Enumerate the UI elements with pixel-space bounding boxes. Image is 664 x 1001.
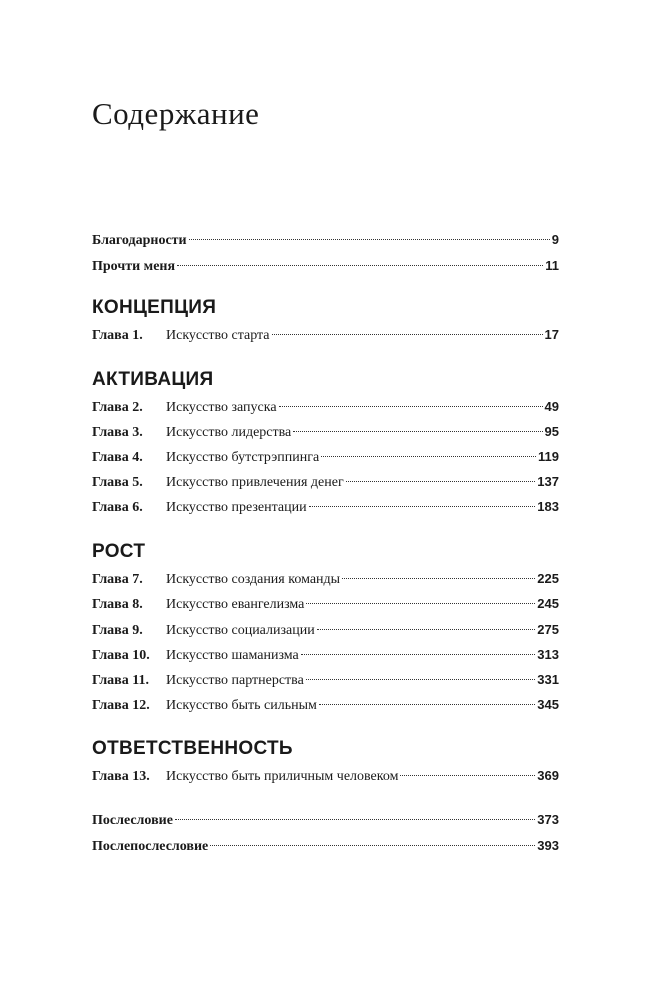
toc-entry-page: 17 <box>544 327 559 342</box>
toc-entry-afterword[interactable] <box>92 809 559 831</box>
toc-entry-page: 9 <box>551 232 559 247</box>
toc-entry-page: 331 <box>537 672 559 687</box>
toc-entry-chapter-9[interactable] <box>92 619 559 641</box>
toc-entry-chapter-11[interactable] <box>92 669 559 691</box>
toc-entry-page: 393 <box>537 838 559 853</box>
toc-entry-title: Искусство запуска <box>166 400 277 415</box>
toc-entry-page: 275 <box>537 622 559 637</box>
dot-leader <box>301 654 536 655</box>
toc-entry-page: 95 <box>544 424 559 439</box>
toc-entry-chapter-3[interactable] <box>92 421 559 443</box>
section-heading-growth: РОСТ <box>92 541 146 562</box>
chapter-number: Глава 1. <box>92 328 143 343</box>
toc-entry-page: 137 <box>537 474 559 489</box>
toc-entry-page: 11 <box>545 258 559 273</box>
dot-leader <box>321 456 536 457</box>
toc-entry-acknowledgements[interactable] <box>92 229 559 251</box>
dot-leader <box>317 629 536 630</box>
toc-entry-title: Искусство лидерства <box>166 425 292 440</box>
dot-leader <box>319 704 535 705</box>
toc-entry-title: Искусство бутстрэппинга <box>166 450 320 465</box>
toc-entry-title: Искусство быть приличным человеком <box>166 769 399 784</box>
toc-entry-title: Искусство презентации <box>166 500 307 515</box>
toc-entry-chapter-8[interactable] <box>92 593 559 615</box>
toc-entry-title: Благодарности <box>92 233 187 248</box>
chapter-number: Глава 8. <box>92 597 143 612</box>
dot-leader <box>400 775 535 776</box>
dot-leader <box>177 265 543 266</box>
toc-entry-title: Искусство партнерства <box>166 673 304 688</box>
section-heading-activation: АКТИВАЦИЯ <box>92 369 214 390</box>
section-heading-responsibility: ОТВЕТСТВЕННОСТЬ <box>92 738 293 759</box>
chapter-number: Глава 7. <box>92 572 143 587</box>
page-title: Содержание <box>92 96 260 131</box>
dot-leader <box>342 578 535 579</box>
dot-leader <box>293 431 542 432</box>
dot-leader <box>346 481 536 482</box>
chapter-number: Глава 9. <box>92 623 143 638</box>
chapter-number: Глава 2. <box>92 400 143 415</box>
chapter-number: Глава 12. <box>92 698 150 713</box>
chapter-number: Глава 3. <box>92 425 143 440</box>
toc-entry-title: Искусство старта <box>166 328 270 343</box>
toc-entry-chapter-1[interactable] <box>92 324 559 346</box>
toc-entry-read-me[interactable] <box>92 255 559 277</box>
chapter-number: Глава 5. <box>92 475 143 490</box>
toc-entry-page: 313 <box>537 647 559 662</box>
chapter-number: Глава 4. <box>92 450 143 465</box>
toc-entry-page: 373 <box>537 812 559 827</box>
dot-leader <box>272 334 543 335</box>
toc-entry-page: 369 <box>537 768 559 783</box>
toc-entry-chapter-6[interactable] <box>92 496 559 518</box>
toc-entry-page: 345 <box>537 697 559 712</box>
toc-entry-page: 49 <box>544 399 559 414</box>
toc-entry-post-afterword[interactable] <box>92 835 559 857</box>
toc-entry-page: 183 <box>537 499 559 514</box>
toc-entry-title: Прочти меня <box>92 259 176 274</box>
toc-entry-chapter-2[interactable] <box>92 396 559 418</box>
toc-entry-page: 225 <box>537 571 559 586</box>
toc-entry-title: Искусство привлечения денег <box>166 475 344 490</box>
chapter-number: Глава 13. <box>92 769 150 784</box>
dot-leader <box>306 603 535 604</box>
chapter-number: Глава 11. <box>92 673 149 688</box>
toc-entry-chapter-12[interactable] <box>92 694 559 716</box>
toc-entry-title: Искусство евангелизма <box>166 597 305 612</box>
toc-entry-title: Послепослесловие <box>92 839 209 854</box>
toc-entry-chapter-10[interactable] <box>92 644 559 666</box>
toc-entry-page: 245 <box>537 596 559 611</box>
toc-entry-page: 119 <box>538 449 559 464</box>
section-heading-concept: КОНЦЕПЦИЯ <box>92 297 217 318</box>
dot-leader <box>279 406 543 407</box>
toc-entry-chapter-4[interactable] <box>92 446 559 468</box>
toc-entry-chapter-13[interactable] <box>92 765 559 787</box>
chapter-number: Глава 6. <box>92 500 143 515</box>
toc-entry-title: Искусство социализации <box>166 623 315 638</box>
dot-leader <box>306 679 535 680</box>
chapter-number: Глава 10. <box>92 648 150 663</box>
toc-entry-title: Искусство быть сильным <box>166 698 317 713</box>
toc-entry-chapter-7[interactable] <box>92 568 559 590</box>
dot-leader <box>175 819 535 820</box>
toc-entry-title: Послесловие <box>92 813 173 828</box>
toc-entry-chapter-5[interactable] <box>92 471 559 493</box>
toc-entry-title: Искусство создания команды <box>166 572 341 587</box>
toc-entry-title: Искусство шаманизма <box>166 648 299 663</box>
dot-leader <box>189 239 550 240</box>
dot-leader <box>210 845 535 846</box>
dot-leader <box>309 506 536 507</box>
